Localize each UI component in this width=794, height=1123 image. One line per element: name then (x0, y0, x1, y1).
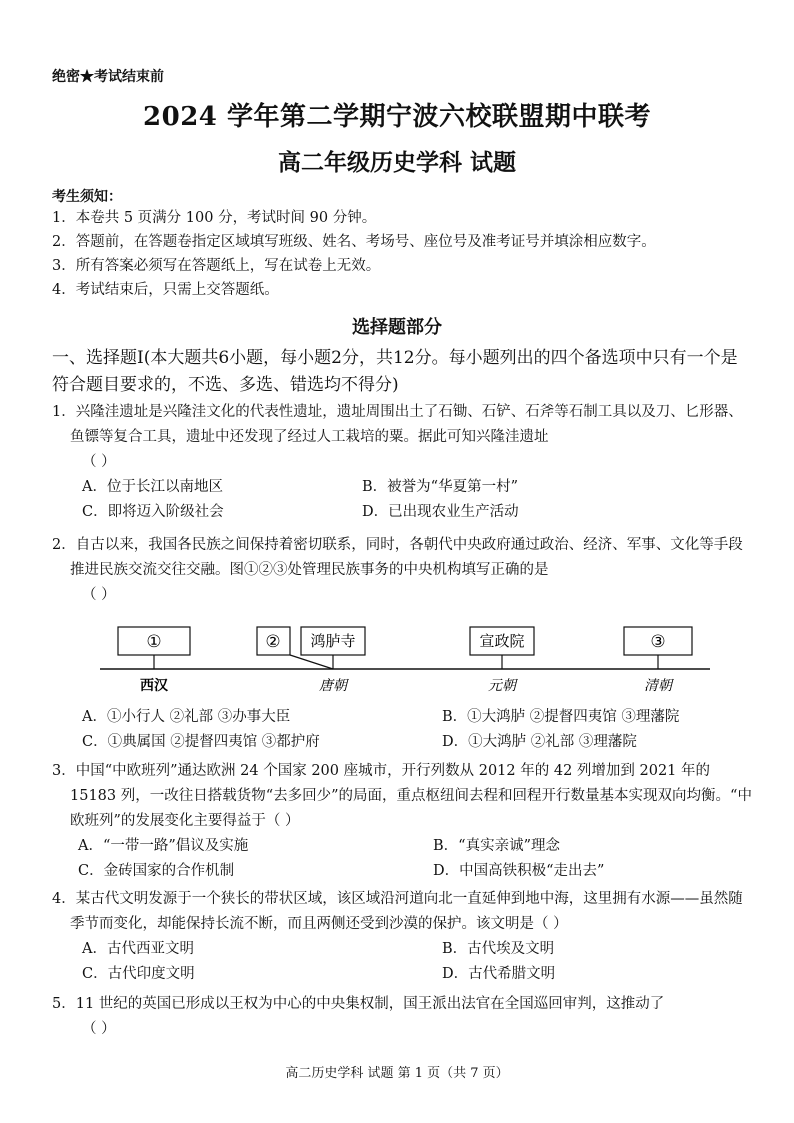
options (52, 705, 752, 755)
question-2-options (52, 705, 752, 755)
option-a: A．①小行人 ②礼部 ③办事大臣 (82, 709, 291, 725)
era-label: 唐朝 (319, 678, 347, 694)
era-diagram (100, 622, 710, 694)
question-stem: 2．自古以来，我国各民族之间保持着密切联系，同时，各朝代中央政府通过政治、经济、军事、文化等手段推进民族交流交往交融。图①②③处管理民族事务的中央机构填写正确的是 (52, 537, 743, 578)
option-b: B．古代埃及文明 (442, 941, 555, 957)
era-label: 元朝 (488, 678, 516, 694)
notice-item: 4．考试结束后，只需上交答题纸。 (52, 282, 279, 298)
box-label: 宣政院 (479, 632, 525, 650)
question-2 (52, 533, 752, 608)
question-stem: 1．兴隆洼遗址是兴隆洼文化的代表性遗址，遗址周围出土了石锄、石铲、石斧等石制工具以及刀、匕形器、鱼镖等复合工具，遗址中还发现了经过人工栽培的粟。据此可知兴隆洼遗址 (52, 404, 743, 445)
option-a: A．“一带一路”倡议及实施 (78, 838, 249, 854)
secret-label: 绝密★考试结束前 (52, 69, 164, 85)
notice-item: 3．所有答案必须写在答题纸上，写在试卷上无效。 (52, 258, 381, 274)
notice-list (52, 206, 656, 302)
question-stem: 5．11 世纪的英国已形成以王权为中心的中央集权制，国王派出法官在全国巡回审判，这推动了 (52, 996, 665, 1012)
answer-paren: （ ） (82, 1021, 116, 1037)
era-label: 西汉 (140, 678, 168, 694)
question-stem: 3．中国“中欧班列”通达欧洲 24 个国家 200 座城市，开行列数从 2012 年的 42 列增加到 2021 年的 15183 列，一改往日搭载货物“去多回少”的局面，重点枢纽间去程和回程开行数量基本实现双向均衡。“中欧班列”的发展变化主要得益于（ ） (52, 763, 752, 829)
option-c: C．金砖国家的合作机制 (78, 863, 235, 879)
box-label: ② (265, 632, 281, 652)
options (52, 834, 752, 884)
box-label: ③ (650, 632, 666, 652)
section-title: 选择题部分 (352, 317, 442, 338)
answer-paren: （ ） (82, 454, 116, 470)
box-label: 鸿胪寺 (310, 632, 356, 650)
option-a: A．古代西亚文明 (82, 941, 194, 957)
notice-item: 1．本卷共 5 页满分 100 分，考试时间 90 分钟。 (52, 210, 377, 226)
exam-title: 2024 学年第二学期宁波六校联盟期中联考 (143, 102, 651, 132)
option-c: C．古代印度文明 (82, 966, 195, 982)
question-1 (52, 400, 752, 525)
option-b: B．①大鸿胪 ②提督四夷馆 ③理藩院 (442, 709, 680, 725)
options (52, 937, 752, 987)
option-d: D．已出现农业生产活动 (362, 504, 519, 520)
answer-paren: （ ） (82, 587, 116, 603)
notice-heading: 考生须知： (52, 189, 122, 205)
option-c: C．①典属国 ②提督四夷馆 ③都护府 (82, 734, 320, 750)
page-footer: 高二历史学科 试题 第 1 页（共 7 页） (285, 1066, 509, 1081)
options (52, 475, 752, 525)
question-stem: 4．某古代文明发源于一个狭长的带状区域，该区域沿河道向北一直延伸到地中海，这里拥有水源——虽然随季节而变化，却能保持长流不断，而且两侧还受到沙漠的保护。该文明是（ ） (52, 891, 743, 932)
exam-subtitle: 高二年级历史学科 试题 (277, 149, 516, 176)
box-label: ① (146, 632, 162, 652)
option-d: D．①大鸿胪 ②礼部 ③理藩院 (442, 734, 637, 750)
option-b: B．“真实亲诚”理念 (433, 838, 560, 854)
option-b: B．被誉为“华夏第一村” (362, 479, 518, 495)
option-d: D．古代希腊文明 (442, 966, 556, 982)
section-instructions: 一、选择题Ⅰ(本大题共6小题，每小题2分，共12分。每小题列出的四个备选项中只有一个是符合题目要求的，不选、多选、错选均不得分) (52, 348, 738, 395)
era-label: 清朝 (644, 678, 672, 694)
option-c: C．即将迈入阶级社会 (82, 504, 224, 520)
option-a: A．位于长江以南地区 (82, 479, 223, 495)
option-d: D．中国高铁积极“走出去” (433, 863, 605, 879)
notice-item: 2．答题前，在答题卷指定区域填写班级、姓名、考场号、座位号及准考证号并填涂相应数字。 (52, 234, 656, 250)
question-4 (52, 887, 752, 987)
question-5 (52, 992, 752, 1042)
question-3 (52, 759, 752, 884)
